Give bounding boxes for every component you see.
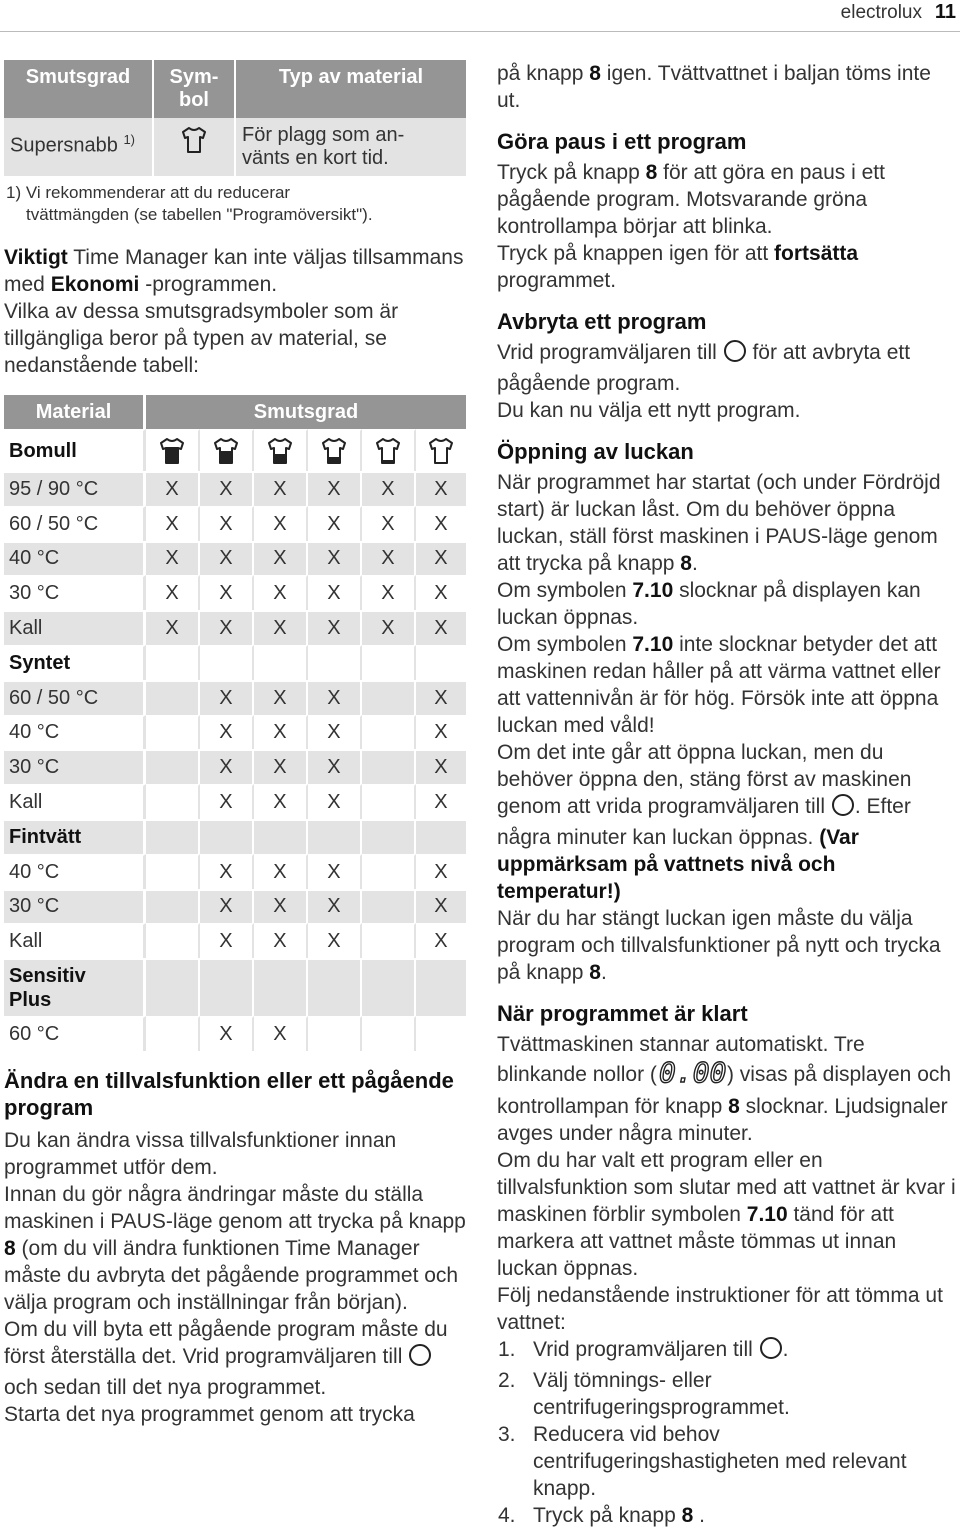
shirt-soil-none-icon xyxy=(154,118,236,176)
availability-mark: X xyxy=(254,1016,308,1051)
page-number: 11 xyxy=(934,1,956,23)
done-p3: Följ nedanstående instruktioner för att tömma ut vattnet: xyxy=(497,1284,943,1334)
availability-mark: X xyxy=(416,749,466,784)
empty-cell xyxy=(362,819,416,854)
page-header xyxy=(0,0,960,34)
temperature-label: Kall xyxy=(4,610,146,645)
table-row xyxy=(4,1016,466,1051)
availability-mark: X xyxy=(362,471,416,506)
table-row xyxy=(4,854,466,889)
right-column xyxy=(497,60,959,1529)
off-circle-icon xyxy=(831,793,855,824)
material-cell: För plagg som an- vänts en kort tid. xyxy=(236,118,466,176)
availability-mark: X xyxy=(254,541,308,576)
table-row xyxy=(4,471,466,506)
off-circle-icon xyxy=(723,339,747,370)
cancel-p1: Vrid programväljaren till för att avbryta ett pågående program. xyxy=(497,341,911,395)
availability-mark xyxy=(362,784,416,819)
availability-mark: X xyxy=(254,680,308,715)
availability-mark: X xyxy=(308,784,362,819)
availability-mark: X xyxy=(254,923,308,958)
change-section-title: Ändra en tillvalsfunktion eller ett pågående program xyxy=(4,1067,454,1120)
display-zeros-icon xyxy=(657,1058,727,1093)
empty-cell xyxy=(200,958,254,1016)
shirt-soil-level-1-icon xyxy=(416,429,466,471)
availability-mark: X xyxy=(308,749,362,784)
door-p3: Om symbolen 7.10 inte slocknar betyder det att maskinen redan håller på att värma vattnet eller att vattennivån är för hög. Försök inte att öppna luckan med våld! xyxy=(497,633,941,737)
availability-mark: X xyxy=(416,541,466,576)
availability-mark: X xyxy=(362,610,416,645)
table-row xyxy=(4,923,466,958)
availability-mark: X xyxy=(254,575,308,610)
group-label: Syntet xyxy=(4,645,146,680)
empty-cell xyxy=(146,645,200,680)
change-p4: Starta det nya programmet genom att trycka xyxy=(4,1402,415,1426)
col-header-symbol: Sym- bol xyxy=(154,60,236,118)
availability-mark xyxy=(146,889,200,924)
cancel-title: Avbryta ett program xyxy=(497,309,707,334)
door-p5: När du har stängt luckan igen måste du välja program och tillvalsfunktioner på nytt och trycka på knapp 8. xyxy=(497,907,941,984)
availability-mark: X xyxy=(416,471,466,506)
empty-cell xyxy=(362,645,416,680)
temperature-label: 60 °C xyxy=(4,1016,146,1051)
availability-mark: X xyxy=(308,575,362,610)
pause-p2: Tryck på knappen igen för att fortsätta programmet. xyxy=(497,242,859,292)
availability-mark: X xyxy=(254,715,308,750)
availability-mark: X xyxy=(416,680,466,715)
temperature-label: 40 °C xyxy=(4,715,146,750)
temperature-label: Kall xyxy=(4,923,146,958)
availability-mark: X xyxy=(146,541,200,576)
availability-mark xyxy=(146,854,200,889)
table-row xyxy=(4,680,466,715)
pause-title: Göra paus i ett program xyxy=(497,129,747,154)
door-p1: När programmet har startat (och under Fördröjd start) är luckan låst. Om du behöver öppna luckan, ställ först maskinen i PAUS-läge genom att trycka på knapp 8. xyxy=(497,471,941,575)
availability-mark: X xyxy=(308,923,362,958)
availability-mark: X xyxy=(200,715,254,750)
availability-mark: X xyxy=(200,680,254,715)
temperature-label: 40 °C xyxy=(4,541,146,576)
availability-mark: X xyxy=(200,506,254,541)
availability-mark: X xyxy=(308,889,362,924)
availability-mark: X xyxy=(308,471,362,506)
col-header-material: Typ av material xyxy=(236,60,466,118)
empty-cell xyxy=(308,958,362,1016)
header-rule xyxy=(0,31,960,32)
group-row xyxy=(4,429,466,471)
change-p1: Du kan ändra vissa tillvalsfunktioner innan programmet utför dem. xyxy=(4,1128,397,1179)
table-row xyxy=(4,506,466,541)
availability-mark xyxy=(362,923,416,958)
temperature-label: 40 °C xyxy=(4,854,146,889)
table-row xyxy=(4,784,466,819)
temperature-label: 30 °C xyxy=(4,749,146,784)
availability-mark: X xyxy=(308,541,362,576)
availability-mark: X xyxy=(254,889,308,924)
availability-mark: X xyxy=(254,506,308,541)
soil-level-table xyxy=(4,395,466,1051)
step-item: 4. Tryck på knapp 8 . xyxy=(498,1504,705,1527)
table-row xyxy=(4,610,466,645)
temperature-label: 95 / 90 °C xyxy=(4,471,146,506)
availability-mark: X xyxy=(362,506,416,541)
empty-cell xyxy=(416,645,466,680)
availability-mark: X xyxy=(416,889,466,924)
availability-mark: X xyxy=(362,541,416,576)
availability-mark: X xyxy=(308,715,362,750)
availability-mark: X xyxy=(416,784,466,819)
group-row xyxy=(4,645,466,680)
availability-mark xyxy=(362,1016,416,1051)
table-row xyxy=(4,889,466,924)
availability-mark xyxy=(146,1016,200,1051)
empty-cell xyxy=(254,645,308,680)
availability-mark xyxy=(416,1016,466,1051)
availability-mark: X xyxy=(254,749,308,784)
shirt-soil-level-3-icon xyxy=(308,429,362,471)
empty-cell xyxy=(416,819,466,854)
group-label: Sensitiv Plus xyxy=(4,958,146,1016)
done-p2: Om du har valt ett program eller en tillvalsfunktion som slutar med att vattnet är kvar i maskinen förblir symbolen 7.10 tänd för att markera att vattnet måste tömmas ut innan luckan öppnas. xyxy=(497,1149,956,1280)
intro-text: Vilka av dessa smutsgradsymboler som är tillgängliga beror på typen av material, se nedanstående tabell: xyxy=(4,300,399,377)
drain-steps xyxy=(497,1336,959,1529)
availability-mark: X xyxy=(146,506,200,541)
supersnabb-table xyxy=(4,60,466,176)
shirt-soil-level-5-icon xyxy=(200,429,254,471)
availability-mark xyxy=(362,680,416,715)
change-p3: Om du vill byta ett pågående program måste du först återställa det. Vrid programväljaren till och sedan till det nya programmet. xyxy=(4,1317,448,1399)
change-p2: Innan du gör några ändringar måste du ställa maskinen i PAUS-läge genom att trycka på knapp 8 (om du vill ändra funktionen Time Manager måste du avbryta det pågående programmet och välja program och inställningar från början). xyxy=(4,1182,466,1314)
empty-cell xyxy=(146,819,200,854)
availability-mark: X xyxy=(254,854,308,889)
empty-cell xyxy=(200,645,254,680)
availability-mark xyxy=(362,715,416,750)
done-p1: Tvättmaskinen stannar automatiskt. Tre blinkande nollor ( 0.00 ) visas på displayen och kontrollampan för knapp 8 slocknar. Ljudsignaler avges under några minuter. xyxy=(497,1033,952,1145)
availability-mark: X xyxy=(200,610,254,645)
door-p2: Om symbolen 7.10 slocknar på displayen kan luckan öppnas. xyxy=(497,579,921,629)
done-title: När programmet är klart xyxy=(497,1001,748,1026)
svg-text:0.00: 0.00 xyxy=(658,1058,727,1086)
availability-mark: X xyxy=(200,575,254,610)
brand-name: electrolux xyxy=(840,2,922,23)
availability-mark: X xyxy=(200,854,254,889)
empty-cell xyxy=(362,958,416,1016)
off-circle-icon xyxy=(408,1343,432,1374)
shirt-soil-level-2-icon xyxy=(362,429,416,471)
step-item: 3. Reducera vid behov centrifugeringshastigheten med relevant knapp. xyxy=(498,1423,907,1500)
important-note: Viktigt Time Manager kan inte väljas tillsammans med Ekonomi -programmen. xyxy=(4,246,464,296)
group-row xyxy=(4,958,466,1016)
group-row xyxy=(4,819,466,854)
footnote: 1) Vi rekommenderar att du reducerar tvättmängden (se tabellen "Programöversikt"). xyxy=(6,183,373,224)
continuation-text: på knapp 8 igen. Tvättvattnet i baljan töms inte ut. xyxy=(497,62,931,112)
door-title: Öppning av luckan xyxy=(497,439,694,464)
availability-mark: X xyxy=(416,854,466,889)
empty-cell xyxy=(254,819,308,854)
empty-cell xyxy=(416,958,466,1016)
availability-mark: X xyxy=(254,784,308,819)
step-item: 2. Välj tömnings- eller centrifugeringsprogrammet. xyxy=(498,1369,790,1419)
availability-mark: X xyxy=(416,575,466,610)
availability-mark: X xyxy=(254,471,308,506)
availability-mark: X xyxy=(362,575,416,610)
degree-cell: Supersnabb $^{1)}$ xyxy=(4,118,154,176)
availability-mark: X xyxy=(200,1016,254,1051)
availability-mark: X xyxy=(146,610,200,645)
temperature-label: 60 / 50 °C xyxy=(4,506,146,541)
temperature-label: 60 / 50 °C xyxy=(4,680,146,715)
table-row xyxy=(4,541,466,576)
shirt-soil-level-6-icon xyxy=(146,429,200,471)
empty-cell xyxy=(308,819,362,854)
temperature-label: 30 °C xyxy=(4,575,146,610)
empty-cell xyxy=(308,645,362,680)
availability-mark xyxy=(146,680,200,715)
availability-mark: X xyxy=(416,610,466,645)
availability-mark: X xyxy=(416,715,466,750)
door-p4: Om det inte går att öppna luckan, men du behöver öppna den, stäng först av maskinen genom att vrida programväljaren till . Efter några minuter kan luckan öppnas. (Var uppmärksam på vattnets nivå och temperatur!) xyxy=(497,741,912,903)
availability-mark: X xyxy=(200,889,254,924)
availability-mark xyxy=(146,749,200,784)
empty-cell xyxy=(254,958,308,1016)
empty-cell xyxy=(146,958,200,1016)
availability-mark: X xyxy=(308,610,362,645)
group-label: Fintvätt xyxy=(4,819,146,854)
material-header: Material xyxy=(4,395,146,429)
table-row xyxy=(4,715,466,750)
table-row xyxy=(4,749,466,784)
availability-mark: X xyxy=(146,471,200,506)
availability-mark: X xyxy=(416,923,466,958)
availability-mark: X xyxy=(416,506,466,541)
availability-mark: X xyxy=(146,575,200,610)
availability-mark xyxy=(362,889,416,924)
soil-header: Smutsgrad xyxy=(146,395,466,429)
availability-mark: X xyxy=(308,854,362,889)
availability-mark: X xyxy=(254,610,308,645)
availability-mark xyxy=(146,923,200,958)
col-header-soil: Smutsgrad xyxy=(4,60,154,118)
availability-mark xyxy=(308,1016,362,1051)
cancel-p2: Du kan nu välja ett nytt program. xyxy=(497,399,801,422)
empty-cell xyxy=(200,819,254,854)
availability-mark: X xyxy=(200,923,254,958)
availability-mark: X xyxy=(200,541,254,576)
availability-mark: X xyxy=(200,471,254,506)
step-item: 1. Vrid programväljaren till . xyxy=(497,1336,959,1367)
pause-p1: Tryck på knapp 8 för att göra en paus i ett pågående program. Motsvarande gröna kontrollampa börjar att blinka. xyxy=(497,161,885,238)
shirt-soil-level-4-icon xyxy=(254,429,308,471)
availability-mark xyxy=(146,715,200,750)
group-label: Bomull xyxy=(4,429,146,471)
off-circle-icon xyxy=(759,1336,783,1367)
table-row xyxy=(4,575,466,610)
availability-mark: X xyxy=(308,680,362,715)
temperature-label: 30 °C xyxy=(4,889,146,924)
availability-mark xyxy=(362,749,416,784)
temperature-label: Kall xyxy=(4,784,146,819)
availability-mark: X xyxy=(308,506,362,541)
availability-mark xyxy=(362,854,416,889)
left-column xyxy=(4,60,466,1428)
availability-mark xyxy=(146,784,200,819)
availability-mark: X xyxy=(200,749,254,784)
availability-mark: X xyxy=(200,784,254,819)
